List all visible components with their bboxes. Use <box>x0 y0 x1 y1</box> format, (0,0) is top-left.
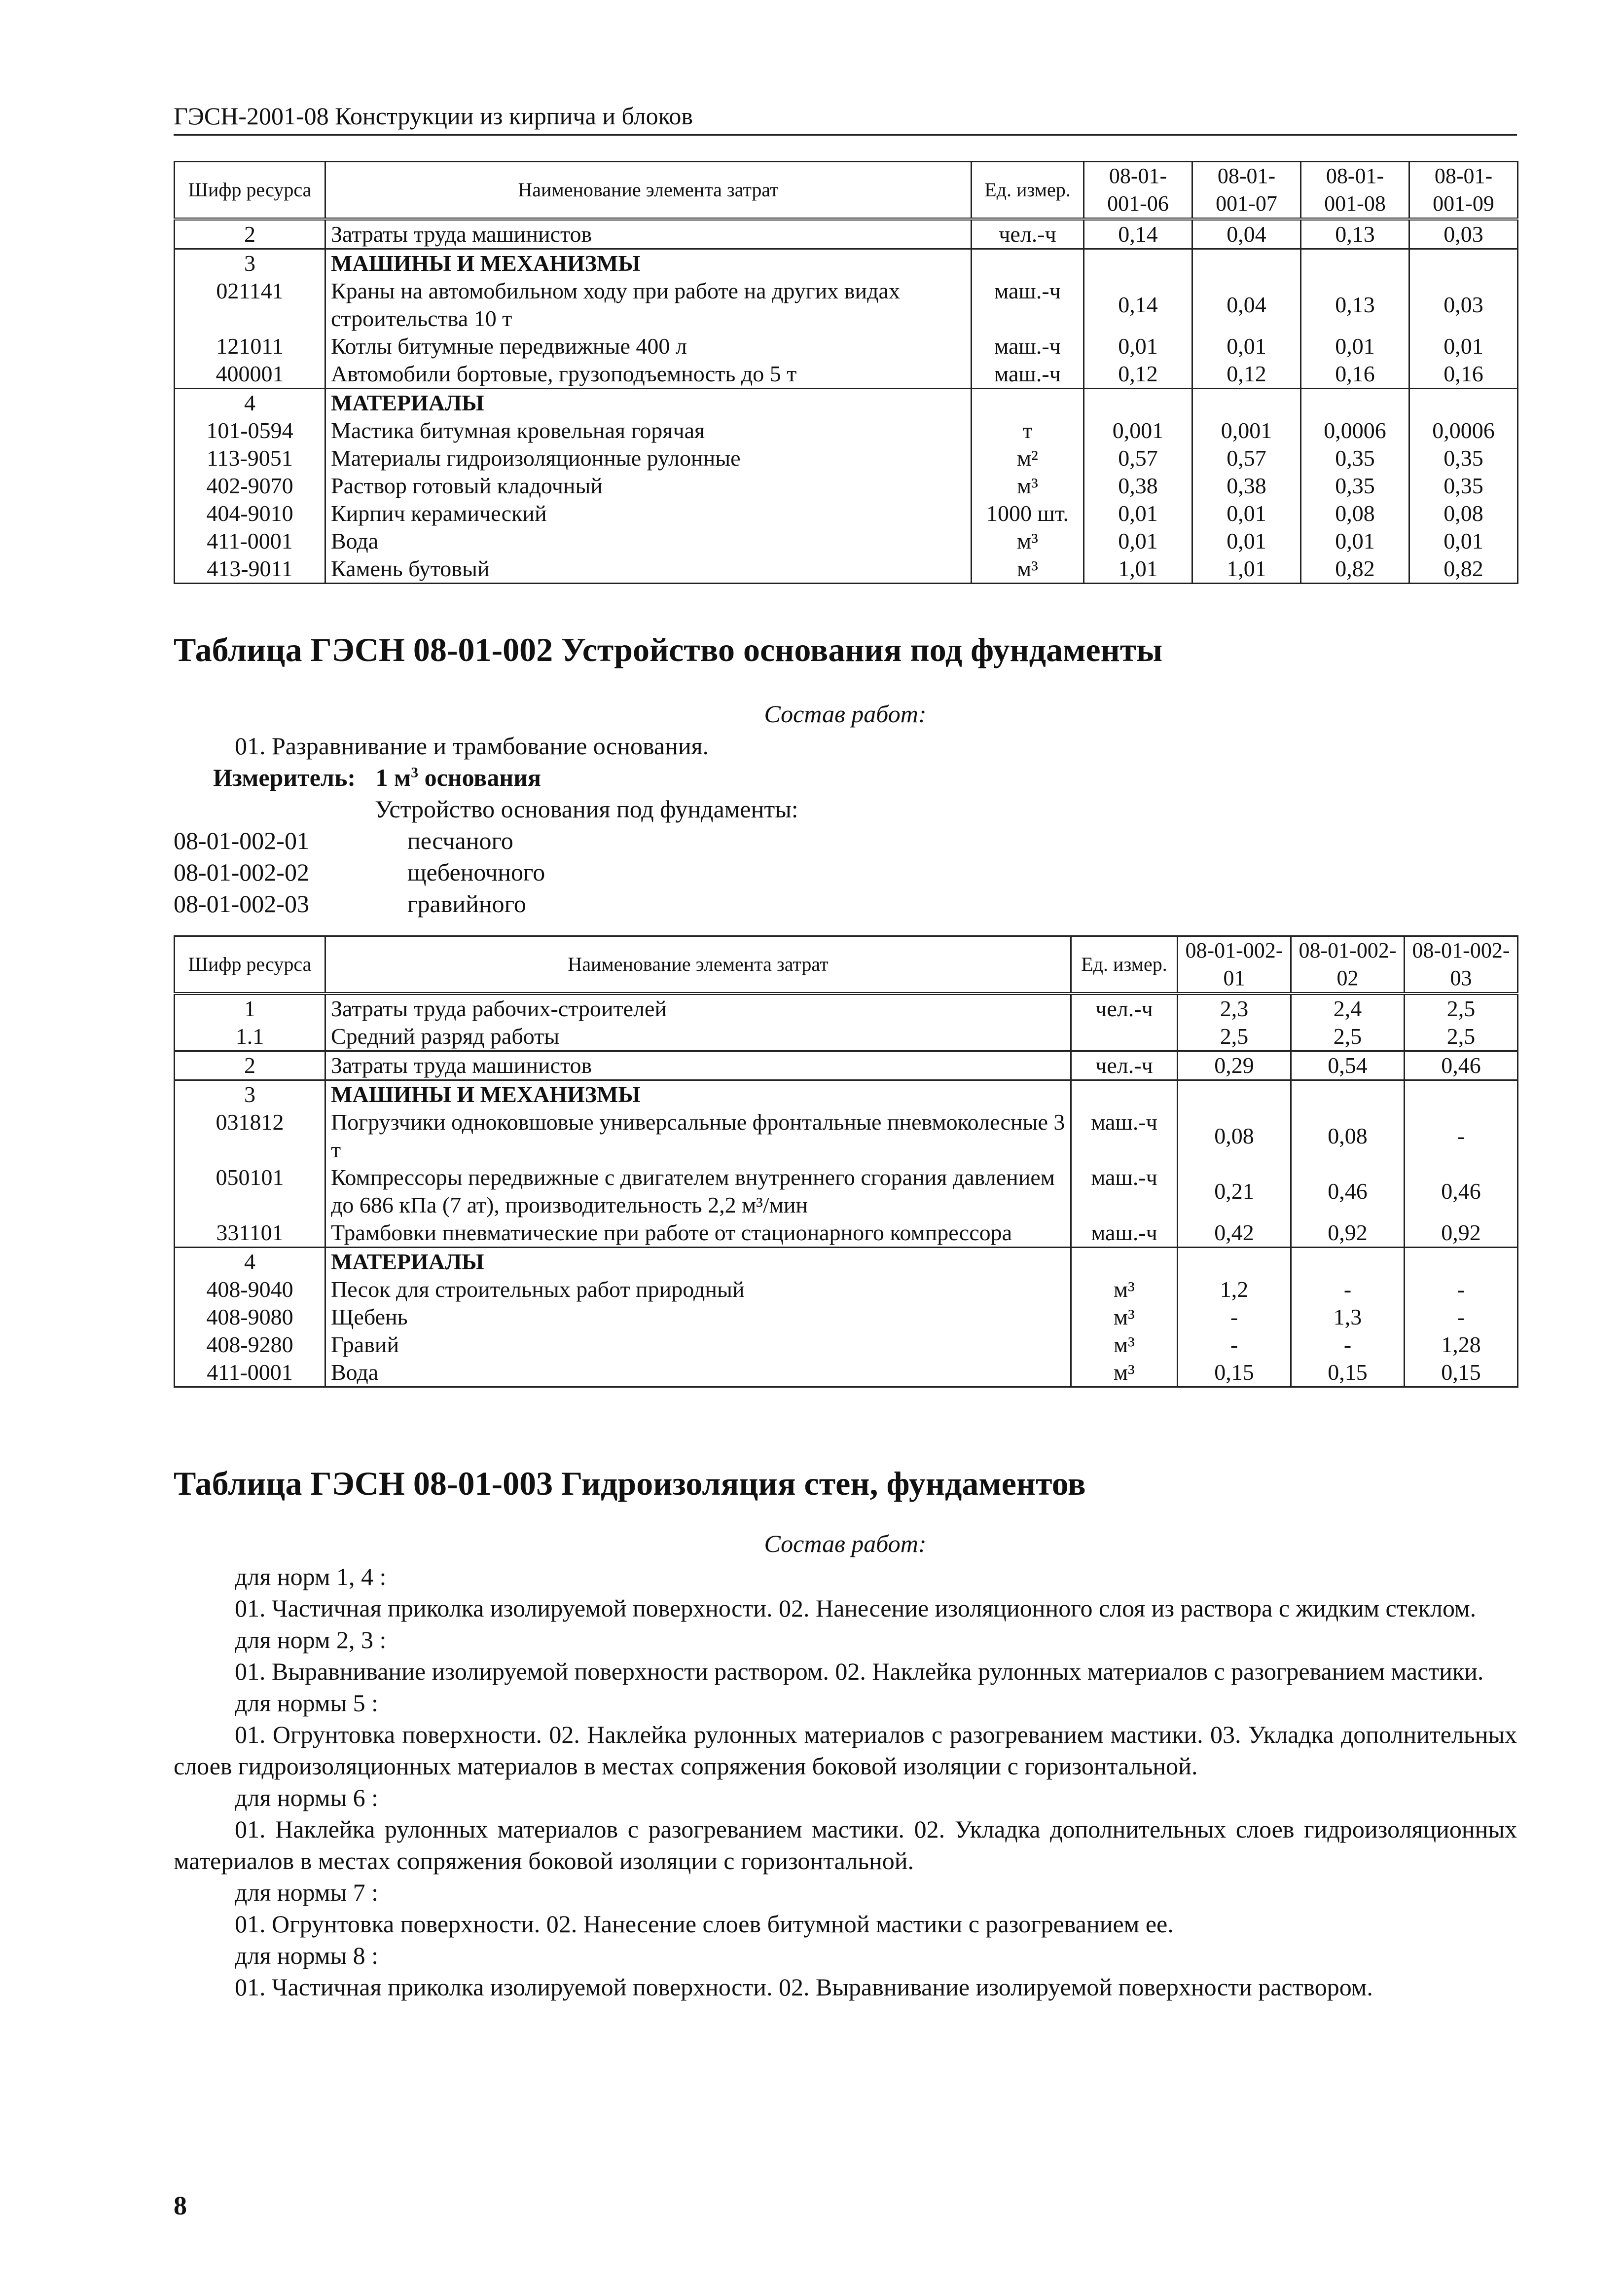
value-cell: 0,08 <box>1409 500 1518 527</box>
table-row <box>175 1303 1518 1331</box>
value-cell: 0,15 <box>1178 1359 1291 1387</box>
section-row <box>175 1248 1518 1276</box>
value-cell: 0,04 <box>1192 219 1301 249</box>
section-heading: МАТЕРИАЛЫ <box>325 1248 1071 1276</box>
element-name: Автомобили бортовые, грузоподъемность до 5 т <box>325 360 972 389</box>
value-cell: 0,01 <box>1301 527 1409 555</box>
value-cell: 2,3 <box>1178 994 1291 1023</box>
value-cell: 0,46 <box>1405 1164 1518 1219</box>
unit-cell: м² <box>972 444 1084 472</box>
value-cell: 0,01 <box>1301 332 1409 360</box>
norm-group-text: 01. Частичная приколка изолируемой поверхности. 02. Выравнивание изолируемой поверхности раствором. <box>235 1973 1373 2001</box>
value-cell: 0,92 <box>1405 1219 1518 1248</box>
resource-code: 408-9280 <box>175 1331 325 1359</box>
value-cell: 2,5 <box>1178 1023 1291 1051</box>
unit-cell: м³ <box>1071 1359 1178 1387</box>
table-title-003: Таблица ГЭСН 08-01-003 Гидроизоляция стен, фундаментов <box>174 1465 1086 1502</box>
resource-code: 050101 <box>175 1164 325 1219</box>
unit-cell: маш.-ч <box>1071 1219 1178 1248</box>
element-name: Затраты труда машинистов <box>325 1051 1071 1080</box>
resource-table-002 <box>174 935 1518 1388</box>
value-cell: 0,14 <box>1084 277 1192 332</box>
work-composition <box>174 1561 1517 2003</box>
col-header-norm: 08-01-001-07 <box>1192 162 1301 220</box>
resource-code: 101-0594 <box>175 417 325 444</box>
value-cell: 0,82 <box>1301 555 1409 584</box>
element-name: Средний разряд работы <box>325 1023 1071 1051</box>
element-name: Погрузчики одноковшовые универсальные фронтальные пневмоколесные 3 т <box>325 1108 1071 1164</box>
resource-code: 404-9010 <box>175 500 325 527</box>
measure-line <box>213 762 541 793</box>
value-cell: 0,01 <box>1084 332 1192 360</box>
resource-code: 021141 <box>175 277 325 332</box>
norm-group-label: для нормы 8 : <box>235 1942 379 1969</box>
value-cell: 0,15 <box>1405 1359 1518 1387</box>
element-name: Компрессоры передвижные с двигателем внутреннего сгорания давлением до 686 кПа (7 ат), производительность 2,2 м³/мин <box>325 1164 1071 1219</box>
value-cell: 0,13 <box>1301 277 1409 332</box>
element-name: Затраты труда машинистов <box>325 219 972 249</box>
col-header-norm: 08-01-001-09 <box>1409 162 1518 220</box>
element-name: Щебень <box>325 1303 1071 1331</box>
resource-code: 2 <box>175 1051 325 1080</box>
table-row <box>175 219 1518 249</box>
value-cell: - <box>1178 1331 1291 1359</box>
value-cell <box>1405 1080 1518 1109</box>
value-cell: 0,13 <box>1301 219 1409 249</box>
value-cell: 0,35 <box>1301 472 1409 500</box>
element-name: Камень бутовый <box>325 555 972 584</box>
resource-code: 411-0001 <box>175 1359 325 1387</box>
value-cell <box>1084 249 1192 278</box>
resource-code: 1.1 <box>175 1023 325 1051</box>
element-name: Мастика битумная кровельная горячая <box>325 417 972 444</box>
unit-cell: маш.-ч <box>1071 1108 1178 1164</box>
col-header-unit: Ед. измер. <box>972 162 1084 220</box>
resource-code: 2 <box>175 219 325 249</box>
value-cell: 0,01 <box>1084 527 1192 555</box>
work-label: Состав работ: <box>764 1530 927 1557</box>
value-cell: - <box>1405 1276 1518 1303</box>
value-cell: 0,08 <box>1301 500 1409 527</box>
norm-group-label: для норм 2, 3 : <box>235 1626 387 1654</box>
col-header-code: Шифр ресурса <box>175 936 325 994</box>
table-row <box>175 500 1518 527</box>
unit-cell: м³ <box>1071 1276 1178 1303</box>
value-cell: 0,16 <box>1301 360 1409 389</box>
col-header-norm: 08-01-002-03 <box>1405 936 1518 994</box>
page-number: 8 <box>174 2191 187 2220</box>
resource-code: 408-9080 <box>175 1303 325 1331</box>
value-cell: - <box>1291 1331 1405 1359</box>
resource-code: 402-9070 <box>175 472 325 500</box>
table-row <box>175 1359 1518 1387</box>
value-cell: 0,21 <box>1178 1164 1291 1219</box>
value-cell: 1,3 <box>1291 1303 1405 1331</box>
element-name: Затраты труда рабочих-строителей <box>325 994 1071 1023</box>
unit-cell: чел.-ч <box>1071 1051 1178 1080</box>
value-cell: 0,12 <box>1192 360 1301 389</box>
value-cell <box>1178 1080 1291 1109</box>
work-item: 01. Разравнивание и трамбование основания. <box>235 732 709 760</box>
value-cell: - <box>1405 1303 1518 1331</box>
norm-group-label: для нормы 6 : <box>235 1784 379 1811</box>
value-cell <box>1409 389 1518 417</box>
col-header-norm: 08-01-001-08 <box>1301 162 1409 220</box>
value-cell: 0,01 <box>1192 527 1301 555</box>
value-cell: 0,01 <box>1192 332 1301 360</box>
table-row <box>175 1219 1518 1248</box>
col-header-norm: 08-01-001-06 <box>1084 162 1192 220</box>
resource-code: 113-9051 <box>175 444 325 472</box>
unit-cell: чел.-ч <box>972 219 1084 249</box>
work-label: Состав работ: <box>764 700 927 728</box>
norm-group-text: 01. Наклейка рулонных материалов с разогреванием мастики. 02. Укладка дополнительных слоев гидроизоляционных материалов в местах сопряжения боковой изоляции с горизонтальной. <box>174 1815 1517 1875</box>
section-heading: МАТЕРИАЛЫ <box>325 389 972 417</box>
value-cell: - <box>1405 1108 1518 1164</box>
section-heading: МАШИНЫ И МЕХАНИЗМЫ <box>325 249 972 278</box>
norm-group-label: для нормы 7 : <box>235 1879 379 1906</box>
table-title-002: Таблица ГЭСН 08-01-002 Устройство основания под фундаменты <box>174 631 1163 668</box>
resource-code: 331101 <box>175 1219 325 1248</box>
norm-name: песчаного <box>407 827 513 854</box>
value-cell: 0,38 <box>1084 472 1192 500</box>
value-cell: 0,01 <box>1084 500 1192 527</box>
unit-cell: м³ <box>972 555 1084 584</box>
value-cell: 0,57 <box>1084 444 1192 472</box>
norm-group-label: для нормы 5 : <box>235 1689 379 1717</box>
table-row <box>175 1331 1518 1359</box>
unit-cell: чел.-ч <box>1071 994 1178 1023</box>
unit-cell <box>972 389 1084 417</box>
measure-label: Измеритель: <box>213 764 356 791</box>
value-cell <box>1178 1248 1291 1276</box>
value-cell: 0,0006 <box>1409 417 1518 444</box>
value-cell: 0,35 <box>1409 472 1518 500</box>
norm-name: гравийного <box>407 890 526 918</box>
value-cell: 1,28 <box>1405 1331 1518 1359</box>
unit-cell: маш.-ч <box>1071 1164 1178 1219</box>
value-cell: 0,01 <box>1192 500 1301 527</box>
table-row <box>175 1023 1518 1051</box>
table-row <box>175 444 1518 472</box>
value-cell: 0,01 <box>1409 527 1518 555</box>
table-row <box>175 1276 1518 1303</box>
norm-code: 08-01-002-03 <box>174 890 309 918</box>
measure-value: 1 $м^3$ основания <box>375 764 541 791</box>
norm-code: 08-01-002-02 <box>174 858 309 886</box>
element-name: Котлы битумные передвижные 400 л <box>325 332 972 360</box>
value-cell: 0,15 <box>1291 1359 1405 1387</box>
value-cell: - <box>1291 1276 1405 1303</box>
value-cell: 0,42 <box>1178 1219 1291 1248</box>
value-cell: 0,35 <box>1409 444 1518 472</box>
value-cell: 0,03 <box>1409 219 1518 249</box>
value-cell: 0,08 <box>1291 1108 1405 1164</box>
norm-group-text: 01. Частичная приколка изолируемой поверхности. 02. Нанесение изоляционного слоя из раствора с жидким стеклом. <box>235 1594 1477 1622</box>
resource-code: 031812 <box>175 1108 325 1164</box>
norm-group-text: 01. Огрунтовка поверхности. 02. Наклейка рулонных материалов с разогреванием мастики. 03. Укладка дополнительных слоев гидроизоляционных материалов в местах сопряжения боковой изоляции с горизонтальной. <box>174 1721 1517 1780</box>
value-cell: 0,46 <box>1405 1051 1518 1080</box>
resource-code: 4 <box>175 1248 325 1276</box>
table-row <box>175 472 1518 500</box>
table-row <box>175 527 1518 555</box>
unit-cell: м³ <box>972 527 1084 555</box>
table-row <box>175 277 1518 332</box>
element-name: Вода <box>325 1359 1071 1387</box>
resource-code: 3 <box>175 1080 325 1109</box>
value-cell: 0,46 <box>1291 1164 1405 1219</box>
norm-group-text: 01. Огрунтовка поверхности. 02. Нанесение слоев битумной мастики с разогреванием ее. <box>235 1910 1174 1938</box>
running-header: ГЭСН-2001-08 Конструкции из кирпича и блоков <box>174 102 1517 136</box>
resource-table-001 <box>174 161 1518 584</box>
element-name: Трамбовки пневматические при работе от стационарного компрессора <box>325 1219 1071 1248</box>
norms-subtitle: Устройство основания под фундаменты: <box>375 795 798 823</box>
value-cell: 0,35 <box>1301 444 1409 472</box>
value-cell: 0,12 <box>1084 360 1192 389</box>
value-cell: 0,38 <box>1192 472 1301 500</box>
unit-cell: 1000 шт. <box>972 500 1084 527</box>
section-row <box>175 389 1518 417</box>
value-cell <box>1192 249 1301 278</box>
col-header-name: Наименование элемента затрат <box>325 936 1071 994</box>
table-row <box>175 360 1518 389</box>
element-name: Вода <box>325 527 972 555</box>
section-row <box>175 249 1518 278</box>
unit-cell <box>1071 1023 1178 1051</box>
norm-code: 08-01-002-01 <box>174 827 309 854</box>
unit-cell: т <box>972 417 1084 444</box>
value-cell: 1,2 <box>1178 1276 1291 1303</box>
unit-cell: м³ <box>972 472 1084 500</box>
unit-cell: маш.-ч <box>972 277 1084 332</box>
resource-code: 1 <box>175 994 325 1023</box>
unit-cell <box>1071 1080 1178 1109</box>
table-row <box>175 1108 1518 1164</box>
col-header-unit: Ед. измер. <box>1071 936 1178 994</box>
value-cell: 0,04 <box>1192 277 1301 332</box>
value-cell <box>1084 389 1192 417</box>
value-cell: 0,92 <box>1291 1219 1405 1248</box>
unit-cell: м³ <box>1071 1331 1178 1359</box>
value-cell: 2,5 <box>1405 1023 1518 1051</box>
value-cell: 0,01 <box>1409 332 1518 360</box>
resource-code: 411-0001 <box>175 527 325 555</box>
unit-cell <box>972 249 1084 278</box>
value-cell: 2,4 <box>1291 994 1405 1023</box>
table-row <box>175 417 1518 444</box>
section-row <box>175 1080 1518 1109</box>
value-cell <box>1301 249 1409 278</box>
unit-cell <box>1071 1248 1178 1276</box>
unit-cell: маш.-ч <box>972 360 1084 389</box>
col-header-norm: 08-01-002-01 <box>1178 936 1291 994</box>
element-name: Краны на автомобильном ходу при работе на других видах строительства 10 т <box>325 277 972 332</box>
unit-cell: м³ <box>1071 1303 1178 1331</box>
value-cell: 0,001 <box>1084 417 1192 444</box>
table-body <box>175 994 1518 1387</box>
resource-code: 121011 <box>175 332 325 360</box>
col-header-code: Шифр ресурса <box>175 162 325 220</box>
value-cell: 0,16 <box>1409 360 1518 389</box>
col-header-name: Наименование элемента затрат <box>325 162 972 220</box>
value-cell: 0,54 <box>1291 1051 1405 1080</box>
value-cell <box>1301 389 1409 417</box>
norm-group-label: для норм 1, 4 : <box>235 1563 387 1590</box>
value-cell: 0,57 <box>1192 444 1301 472</box>
element-name: Материалы гидроизоляционные рулонные <box>325 444 972 472</box>
value-cell: 0,03 <box>1409 277 1518 332</box>
element-name: Песок для строительных работ природный <box>325 1276 1071 1303</box>
value-cell: 0,29 <box>1178 1051 1291 1080</box>
value-cell <box>1409 249 1518 278</box>
value-cell: 0,14 <box>1084 219 1192 249</box>
table-row <box>175 332 1518 360</box>
table-row <box>175 994 1518 1023</box>
value-cell: 0,0006 <box>1301 417 1409 444</box>
table-row <box>175 555 1518 584</box>
value-cell: 2,5 <box>1405 994 1518 1023</box>
value-cell: 0,001 <box>1192 417 1301 444</box>
value-cell <box>1291 1080 1405 1109</box>
col-header-norm: 08-01-002-02 <box>1291 936 1405 994</box>
element-name: Гравий <box>325 1331 1071 1359</box>
norm-group-text: 01. Выравнивание изолируемой поверхности раствором. 02. Наклейка рулонных материалов с разогреванием мастики. <box>235 1658 1484 1685</box>
table-row <box>175 1051 1518 1080</box>
resource-code: 400001 <box>175 360 325 389</box>
element-name: Кирпич керамический <box>325 500 972 527</box>
table-row <box>175 1164 1518 1219</box>
value-cell: 2,5 <box>1291 1023 1405 1051</box>
value-cell: 1,01 <box>1084 555 1192 584</box>
resource-code: 408-9040 <box>175 1276 325 1303</box>
value-cell: 1,01 <box>1192 555 1301 584</box>
value-cell <box>1192 389 1301 417</box>
norm-name: щебеночного <box>407 858 545 886</box>
value-cell <box>1291 1248 1405 1276</box>
resource-code: 3 <box>175 249 325 278</box>
resource-code: 4 <box>175 389 325 417</box>
value-cell: 0,08 <box>1178 1108 1291 1164</box>
unit-cell: маш.-ч <box>972 332 1084 360</box>
section-heading: МАШИНЫ И МЕХАНИЗМЫ <box>325 1080 1071 1109</box>
value-cell <box>1405 1248 1518 1276</box>
table-body <box>175 219 1518 584</box>
value-cell: - <box>1178 1303 1291 1331</box>
element-name: Раствор готовый кладочный <box>325 472 972 500</box>
resource-code: 413-9011 <box>175 555 325 584</box>
value-cell: 0,82 <box>1409 555 1518 584</box>
